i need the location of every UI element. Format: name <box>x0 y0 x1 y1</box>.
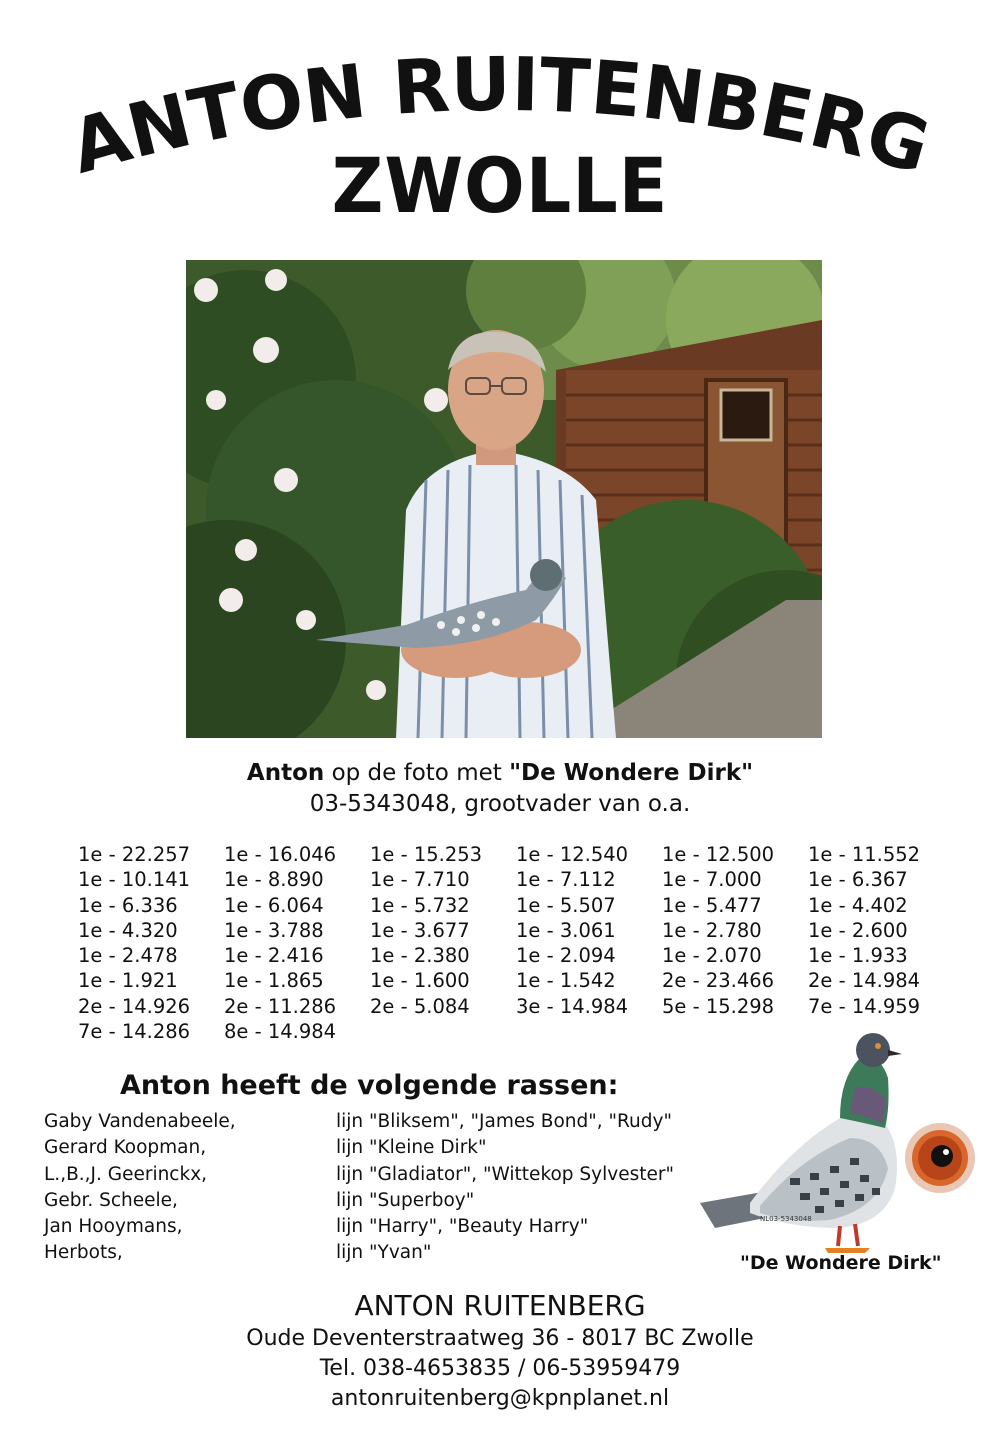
result-entry: 1e - 2.094 <box>516 944 616 968</box>
caption-owner-name: Anton <box>246 760 325 786</box>
result-entry: 1e - 2.780 <box>662 918 762 942</box>
result-entry: 1e - 5.732 <box>370 893 470 917</box>
result-entry: 1e - 1.921 <box>78 969 178 993</box>
line-item: lijn "Bliksem", "James Bond", "Rudy" <box>336 1111 672 1132</box>
result-entry: 1e - 4.320 <box>78 918 178 942</box>
breeders-list <box>44 1109 324 1267</box>
result-entry: 1e - 1.600 <box>370 969 470 993</box>
result-entry: 2e - 14.984 <box>808 969 921 993</box>
result-entry: 2e - 5.084 <box>370 994 470 1018</box>
pigeon-illustration <box>690 1028 990 1258</box>
caption-pigeon-name: "De Wondere Dirk" <box>509 760 754 786</box>
result-entry: 1e - 1.542 <box>516 969 616 993</box>
breeds-heading: Anton heeft de volgende rassen: <box>120 1070 619 1101</box>
result-entry: 8e - 14.984 <box>224 1020 337 1044</box>
result-entry: 1e - 2.416 <box>224 944 324 968</box>
result-entry: 1e - 7.710 <box>370 868 470 892</box>
result-entry: 2e - 11.286 <box>224 994 337 1018</box>
line-item: lijn "Gladiator", "Wittekop Sylvester" <box>336 1163 674 1185</box>
result-entry: 1e - 5.477 <box>662 893 762 917</box>
result-entry: 1e - 1.933 <box>808 944 908 968</box>
result-entry: 1e - 3.677 <box>370 918 470 942</box>
photo-illustration <box>186 260 822 738</box>
line-item: lijn "Kleine Dirk" <box>336 1137 487 1159</box>
result-entry: 1e - 7.112 <box>516 868 616 892</box>
result-entry: 5e - 15.298 <box>662 994 775 1018</box>
result-entry: 1e - 6.064 <box>224 893 324 917</box>
result-entry: 7e - 14.959 <box>808 994 921 1018</box>
result-entry: 1e - 11.552 <box>808 843 921 866</box>
breeder-item: Gebr. Scheele, <box>44 1189 178 1211</box>
result-entry: 1e - 3.788 <box>224 918 324 942</box>
result-entry: 1e - 6.367 <box>808 868 908 892</box>
result-entry: 1e - 6.336 <box>78 893 178 917</box>
city-heading: ZWOLLE <box>331 141 669 230</box>
line-item: lijn "Superboy" <box>336 1189 475 1211</box>
breeder-item: Jan Hooymans, <box>44 1216 183 1238</box>
breeder-item: Gaby Vandenabeele, <box>44 1111 236 1132</box>
result-entry: 1e - 5.507 <box>516 893 616 917</box>
result-entry: 1e - 2.380 <box>370 944 470 968</box>
result-entry: 1e - 7.000 <box>662 868 762 892</box>
result-entry: 7e - 14.286 <box>78 1020 191 1044</box>
result-entry: 2e - 23.466 <box>662 969 775 993</box>
pigeon-ring-label: NL03-5343048 <box>760 1215 812 1223</box>
result-entry: 1e - 12.500 <box>662 843 775 866</box>
result-entry: 1e - 4.402 <box>808 893 908 917</box>
result-entry: 1e - 2.600 <box>808 918 908 942</box>
results-grid <box>78 842 958 1044</box>
result-entry: 1e - 8.890 <box>224 868 324 892</box>
result-entry: 1e - 2.070 <box>662 944 762 968</box>
breeder-item: L.,B.,J. Geerinckx, <box>44 1163 208 1185</box>
caption-text: op de foto met <box>324 760 510 786</box>
result-entry: 1e - 16.046 <box>224 843 337 866</box>
breeder-item: Herbots, <box>44 1242 123 1264</box>
result-entry: 1e - 12.540 <box>516 843 629 866</box>
caption-line-2: 03-5343048, grootvader van o.a. <box>309 791 691 817</box>
result-entry: 3e - 14.984 <box>516 994 629 1018</box>
footer-phone: Tel. 038-4653835 / 06-53959479 <box>319 1356 681 1381</box>
pigeon-name-label: "De Wondere Dirk" <box>740 1252 942 1274</box>
page-title: ANTON RUITENBERG <box>61 41 939 191</box>
footer-address: Oude Deventerstraatweg 36 - 8017 BC Zwolle <box>246 1326 754 1351</box>
result-entry: 1e - 22.257 <box>78 843 191 866</box>
result-entry: 1e - 1.865 <box>224 969 324 993</box>
result-entry: 1e - 2.478 <box>78 944 178 968</box>
result-entry: 2e - 14.926 <box>78 994 191 1018</box>
footer-email: antonruitenberg@kpnplanet.nl <box>330 1386 670 1411</box>
line-item: lijn "Harry", "Beauty Harry" <box>336 1216 589 1238</box>
result-entry: 1e - 15.253 <box>370 843 483 866</box>
footer-name: ANTON RUITENBERG <box>354 1289 646 1322</box>
caption-line-1 <box>0 758 1000 789</box>
photo-caption <box>0 758 1000 820</box>
owner-photo <box>186 260 822 738</box>
contact-footer <box>0 1288 1000 1414</box>
breeder-item: Gerard Koopman, <box>44 1137 207 1159</box>
result-entry: 1e - 10.141 <box>78 868 191 892</box>
line-item: lijn "Yvan" <box>336 1242 432 1264</box>
result-entry: 1e - 3.061 <box>516 918 616 942</box>
